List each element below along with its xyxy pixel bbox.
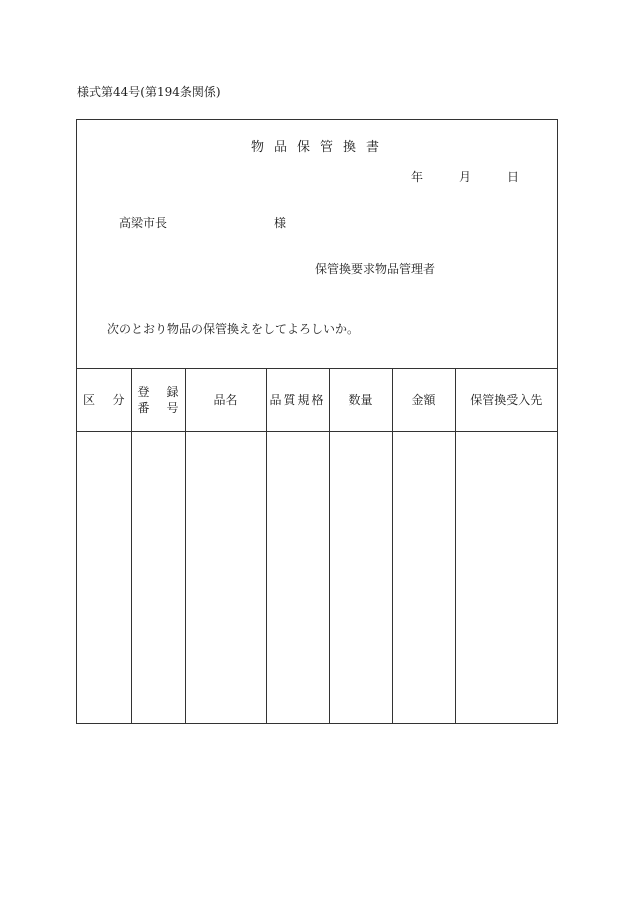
column-registration-char-4: 号 — [166, 400, 179, 415]
column-registration-char-3: 番 — [137, 400, 150, 415]
column-registration-number — [131, 368, 185, 432]
column-item-name: 品名 — [185, 368, 266, 432]
table-header-row — [77, 368, 557, 432]
form-title: 物品保管換書 — [251, 140, 390, 155]
cell-quantity[interactable] — [329, 432, 392, 724]
date-month-label: 月 — [459, 170, 472, 184]
cell-category[interactable] — [77, 432, 131, 724]
form-header-area — [77, 120, 557, 369]
cell-item-name[interactable] — [185, 432, 266, 724]
cell-transfer-destination[interactable] — [455, 432, 557, 724]
column-amount: 金額 — [392, 368, 455, 432]
cell-amount[interactable] — [392, 432, 455, 724]
column-registration-char-2: 録 — [166, 384, 179, 399]
form-reference: 様式第44号(第194条関係) — [77, 85, 221, 99]
column-specification: 品質規格 — [266, 368, 329, 432]
cell-registration-number[interactable] — [131, 432, 185, 724]
requester-label: 保管換要求物品管理者 — [315, 262, 436, 276]
column-quantity: 数量 — [329, 368, 392, 432]
table-row — [77, 432, 557, 724]
cell-specification[interactable] — [266, 432, 329, 724]
column-registration-char-1: 登 — [137, 384, 150, 399]
column-category-char-1: 区 — [83, 393, 96, 407]
column-category-char-2: 分 — [112, 393, 125, 407]
column-category — [77, 368, 131, 432]
honorific: 様 — [274, 216, 287, 230]
date-day-label: 日 — [507, 170, 520, 184]
request-statement: 次のとおり物品の保管換えをしてよろしいか。 — [107, 322, 360, 336]
column-transfer-destination: 保管換受入先 — [455, 368, 557, 432]
addressee: 高梁市長 — [119, 216, 168, 230]
date-year-label: 年 — [411, 170, 424, 184]
form-frame — [76, 119, 558, 724]
items-table — [77, 368, 557, 723]
